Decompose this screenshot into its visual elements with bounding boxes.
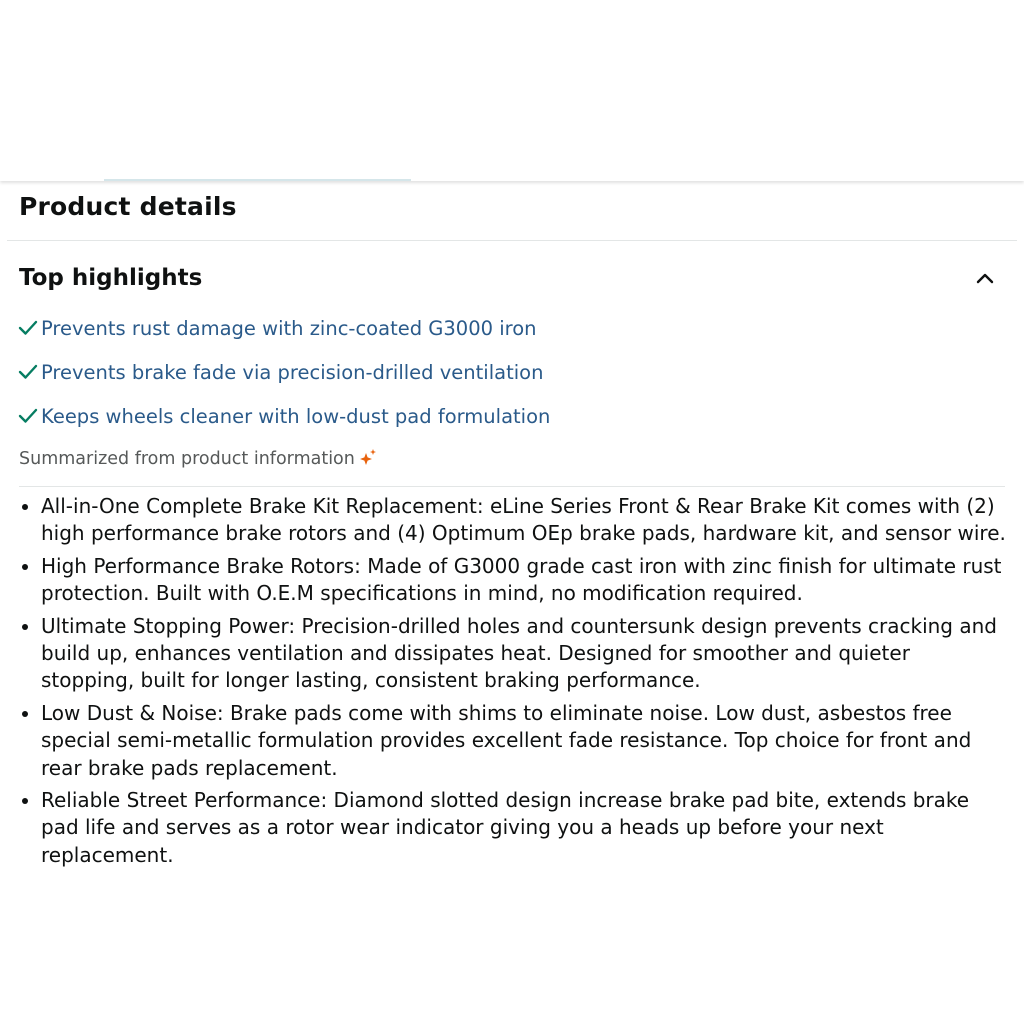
feature-bullet <box>19 613 1009 695</box>
checkmark-icon <box>17 361 39 383</box>
divider <box>7 240 1017 241</box>
feature-bullet-text: All-in-One Complete Brake Kit Replacement: eLine Series Front & Rear Brake Kit comes with (2) high performance brake rotors and (4) Optimum OEp brake pads, hardware kit, and sensor wire. <box>41 494 1006 546</box>
page-title: Product details <box>19 192 237 221</box>
highlight-link[interactable]: Keeps wheels cleaner with low-dust pad formulation <box>41 405 551 428</box>
feature-bullet <box>19 787 1009 869</box>
feature-bullet-text: High Performance Brake Rotors: Made of G3000 grade cast iron with zinc finish for ultimate rust protection. Built with O.E.M specifications in mind, no modification required. <box>41 553 1002 606</box>
highlight-item <box>17 403 550 447</box>
feature-bullet <box>19 553 1009 608</box>
feature-bullet-text: Reliable Street Performance: Diamond slotted design increase brake pad bite, extends brake pad life and serves as a rotor wear indicator giving you a heads up before your next replacement. <box>41 788 970 867</box>
highlight-link[interactable]: Prevents rust damage with zinc-coated G3000 iron <box>41 317 537 340</box>
bullet-dot <box>22 624 28 630</box>
chevron-up-icon[interactable] <box>974 267 996 289</box>
product-details-section <box>0 181 1024 1024</box>
feature-bullet-text: Ultimate Stopping Power: Precision-drilled holes and countersunk design prevents cracking and build up, enhances ventilation and dissipates heat. Designed for smoother and quieter stopping, built for longer lasting, consistent braking performance. <box>41 613 997 693</box>
feature-bullet-text: Low Dust & Noise: Brake pads come with shims to eliminate noise. Low dust, asbestos free special semi-metallic formulation provides excellent fade resistance. Top choice for front and rear brake pads replacement. <box>41 700 972 780</box>
highlights-list <box>17 315 550 447</box>
highlight-item <box>17 359 550 403</box>
feature-bullet <box>19 700 1009 782</box>
checkmark-icon <box>17 405 39 427</box>
highlight-link[interactable]: Prevents brake fade via precision-drilled ventilation <box>41 361 544 384</box>
top-highlights-header[interactable] <box>0 253 1024 303</box>
bullet-dot <box>22 564 28 570</box>
summary-note-text: Summarized from product information <box>19 449 355 469</box>
bullet-dot <box>22 798 28 804</box>
divider <box>19 486 1005 487</box>
sparkle-icon <box>359 448 377 466</box>
bullet-dot <box>22 504 28 510</box>
tab-indicator <box>104 179 411 181</box>
checkmark-icon <box>17 317 39 339</box>
feature-bullets-list <box>19 493 1009 874</box>
feature-bullet <box>19 493 1009 548</box>
summary-note <box>19 446 377 472</box>
top-bar <box>0 0 1024 181</box>
highlight-item <box>17 315 550 359</box>
section-title: Top highlights <box>19 265 203 291</box>
bullet-dot <box>22 711 28 717</box>
